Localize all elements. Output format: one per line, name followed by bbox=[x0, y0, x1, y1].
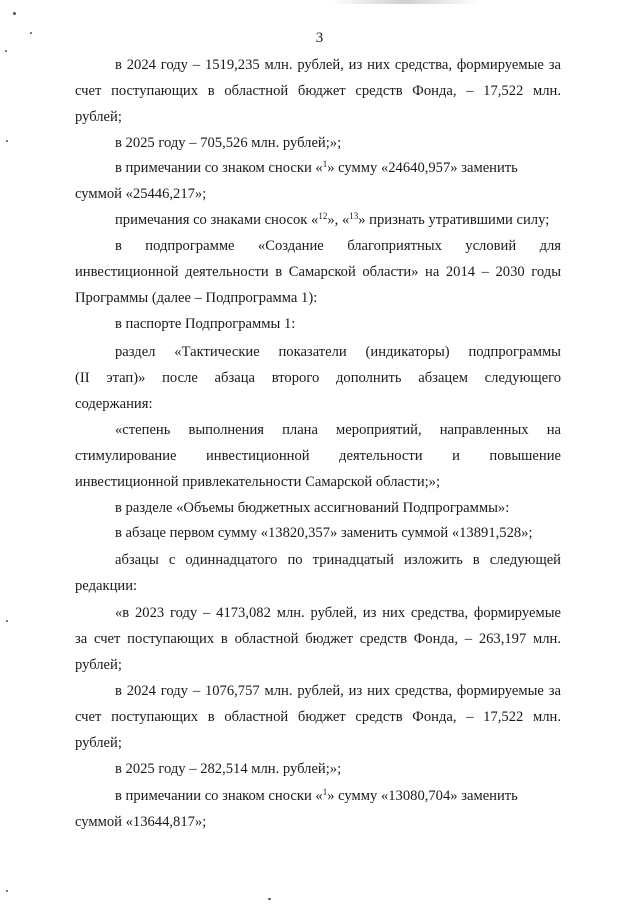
text-fragment: », « bbox=[327, 212, 350, 228]
footnote-ref: 1 bbox=[322, 159, 328, 169]
text-line: суммой «25446,217»; bbox=[75, 186, 207, 202]
text-line: счет поступающих в областной бюджет средств Фонда, – 17,522 млн. bbox=[75, 83, 561, 99]
scan-speck bbox=[6, 140, 8, 142]
text-fragment: в примечании со знаком сноски « bbox=[115, 160, 323, 176]
text-fragment: в примечании со знаком сноски « bbox=[115, 788, 323, 804]
scan-speck bbox=[6, 620, 8, 622]
text-line: редакции: bbox=[75, 578, 138, 594]
text-line-with-footnote bbox=[115, 159, 561, 177]
text-fragment: » сумму «24640,957» заменить bbox=[327, 160, 518, 176]
text-line: «степень выполнения плана мероприятий, направленных на bbox=[115, 422, 561, 438]
text-fragment: » признать утратившими силу; bbox=[358, 212, 550, 228]
text-line: Программы (далее – Подпрограмма 1): bbox=[75, 290, 318, 306]
text-line: суммой «13644,817»; bbox=[75, 814, 207, 830]
footnote-ref: 13 bbox=[349, 211, 359, 221]
text-line: в 2024 году – 1076,757 млн. рублей, из них средства, формируемые за bbox=[115, 683, 561, 699]
text-fragment bbox=[115, 159, 518, 177]
scan-speck bbox=[6, 890, 8, 892]
text-fragment: примечания со знаками сносок « bbox=[115, 212, 319, 228]
scan-speck bbox=[13, 12, 16, 15]
text-line: в 2024 году – 1519,235 млн. рублей, из них средства, формируемые за bbox=[115, 57, 561, 73]
text-line-with-footnote bbox=[115, 211, 549, 229]
text-line: в 2025 году – 282,514 млн. рублей;»; bbox=[115, 761, 342, 777]
text-line-with-footnote bbox=[115, 787, 561, 805]
text-fragment bbox=[115, 787, 518, 805]
text-line: инвестиционной деятельности в Самарской области» на 2014 – 2030 годы bbox=[75, 264, 561, 280]
scan-top-smudge bbox=[330, 0, 480, 4]
text-line: рублей; bbox=[75, 109, 122, 125]
text-line: в абзаце первом сумму «13820,357» заменить суммой «13891,528»; bbox=[115, 525, 533, 541]
text-line: абзацы с одиннадцатого по тринадцатый изложить в следующей bbox=[115, 552, 561, 568]
text-line: стимулирование инвестиционной деятельности и повышение bbox=[75, 448, 561, 464]
text-line: в подпрограмме «Создание благоприятных условий для bbox=[115, 238, 561, 254]
text-line: счет поступающих в областной бюджет средств Фонда, – 17,522 млн. bbox=[75, 709, 561, 725]
footnote-ref: 1 bbox=[322, 787, 328, 797]
text-line: «в 2023 году – 4173,082 млн. рублей, из них средства, формируемые bbox=[115, 605, 561, 621]
scan-speck bbox=[5, 50, 7, 52]
text-line: содержания: bbox=[75, 396, 153, 412]
text-line: в 2025 году – 705,526 млн. рублей;»; bbox=[115, 135, 342, 151]
text-line: раздел «Тактические показатели (индикаторы) подпрограммы bbox=[115, 344, 561, 360]
text-line: в разделе «Объемы бюджетных ассигнований Подпрограммы»: bbox=[115, 500, 510, 516]
text-line: за счет поступающих в областной бюджет средств Фонда, – 263,197 млн. bbox=[75, 631, 561, 647]
footnote-ref: 12 bbox=[318, 211, 328, 221]
text-line: инвестиционной привлекательности Самарской области;»; bbox=[75, 474, 441, 490]
page-number: 3 bbox=[315, 30, 324, 46]
text-line: рублей; bbox=[75, 657, 122, 673]
text-line: в паспорте Подпрограммы 1: bbox=[115, 316, 296, 332]
text-line: рублей; bbox=[75, 735, 122, 751]
scan-speck bbox=[268, 898, 271, 900]
text-line: (II этап)» после абзаца второго дополнить абзацем следующего bbox=[75, 370, 561, 386]
text-fragment: » сумму «13080,704» заменить bbox=[327, 788, 518, 804]
